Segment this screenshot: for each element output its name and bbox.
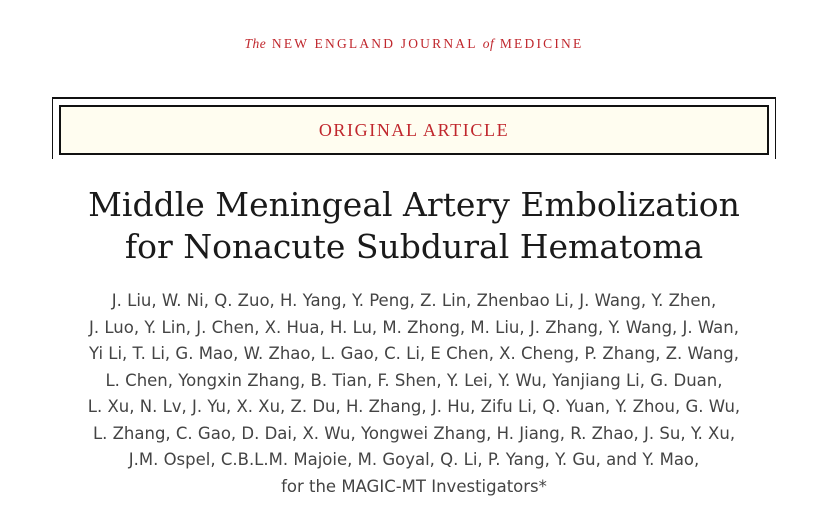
- author-line: J. Luo, Y. Lin, J. Chen, X. Hua, H. Lu, M. Zhong, M. Liu, J. Zhang, Y. Wang, J. Wan,: [89, 317, 739, 337]
- author-line: L. Chen, Yongxin Zhang, B. Tian, F. Shen, Y. Lei, Y. Wu, Yanjiang Li, G. Duan,: [105, 370, 723, 390]
- masthead-name-part1: NEW ENGLAND JOURNAL: [271, 36, 478, 51]
- investigators-line: for the MAGIC-MT Investigators*: [281, 476, 547, 496]
- author-line: Yi Li, T. Li, G. Mao, W. Zhao, L. Gao, C. Li, E Chen, X. Cheng, P. Zhang, Z. Wang,: [88, 344, 740, 363]
- section-banner: [59, 105, 769, 155]
- article-title: [0, 184, 828, 268]
- masthead-the: The: [244, 36, 267, 51]
- title-line-1: Middle Meningeal Artery Embolization: [88, 185, 740, 224]
- author-line: L. Zhang, C. Gao, D. Dai, X. Wu, Yongwei Zhang, H. Jiang, R. Zhao, J. Su, Y. Xu,: [92, 423, 736, 443]
- author-line: L. Xu, N. Lv, J. Yu, X. Xu, Z. Du, H. Zhang, J. Hu, Zifu Li, Q. Yuan, Y. Zhou, G. Wu,: [87, 397, 741, 416]
- title-line-2: for Nonacute Subdural Hematoma: [124, 227, 704, 266]
- section-label: ORIGINAL ARTICLE: [318, 119, 510, 140]
- masthead-of: of: [482, 36, 495, 51]
- author-list: [20, 288, 808, 500]
- author-line: J.M. Ospel, C.B.L.M. Majoie, M. Goyal, Q. Li, P. Yang, Y. Gu, and Y. Mao,: [128, 450, 700, 469]
- journal-masthead: [0, 36, 828, 52]
- author-line: J. Liu, W. Ni, Q. Zuo, H. Yang, Y. Peng, Z. Lin, Zhenbao Li, J. Wang, Y. Zhen,: [111, 291, 717, 310]
- masthead-name-part2: MEDICINE: [499, 36, 584, 51]
